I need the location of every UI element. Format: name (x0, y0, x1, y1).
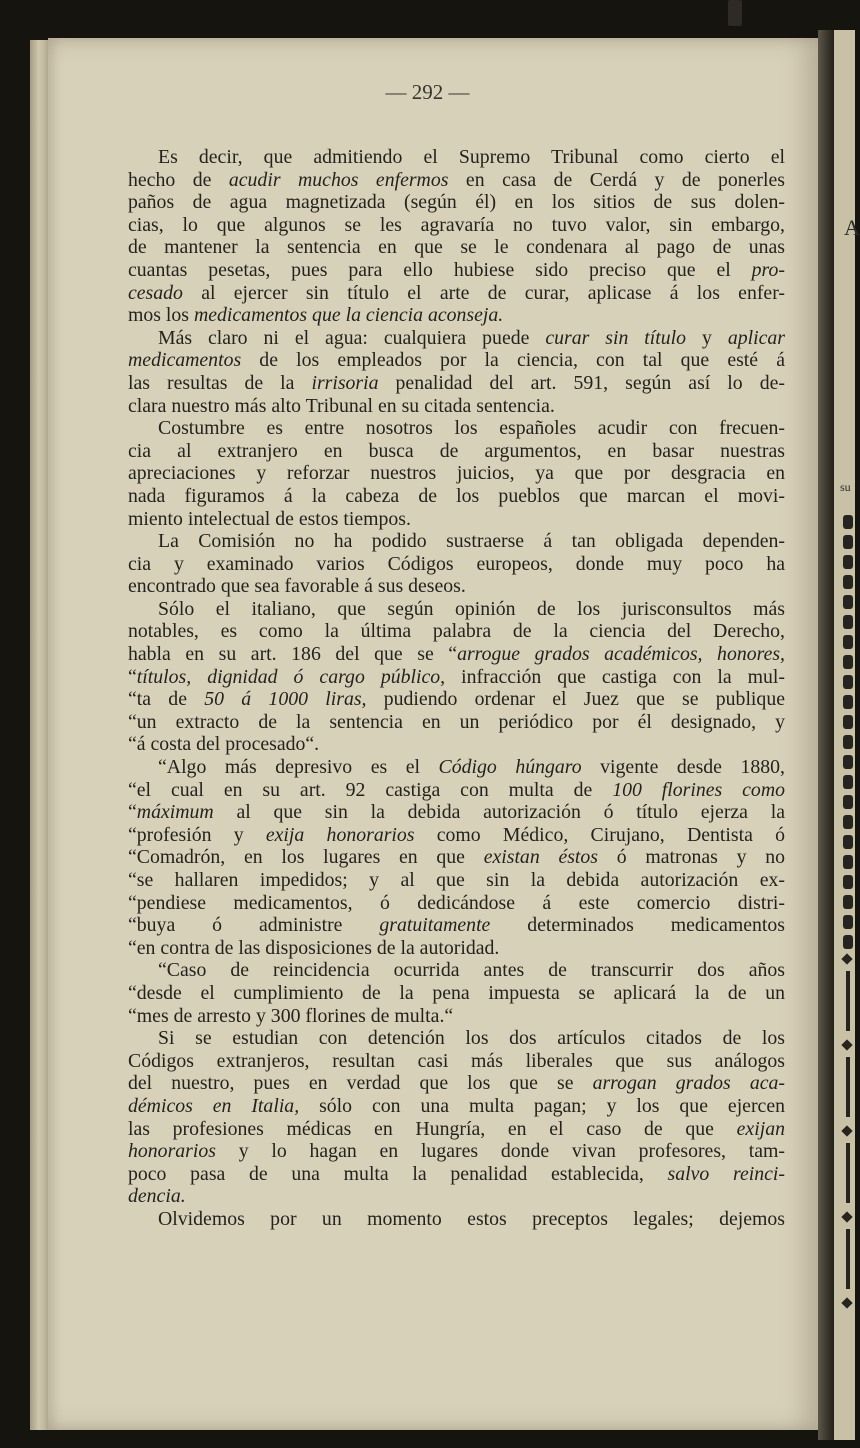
text-line: “máximum al que sin la debida autorización ó título ejerza la (128, 801, 785, 824)
ornament-mark (841, 1125, 852, 1136)
ornament-mark (846, 1057, 850, 1117)
text-line: “mes de arresto y 300 florines de multa.“ (128, 1004, 454, 1027)
ornament-mark (841, 1211, 852, 1222)
ornament-mark (843, 875, 853, 889)
text-line: “pendiese medicamentos, ó dedicándose á este comercio distri- (128, 891, 785, 914)
text-line: “un extracto de la sentencia en un periódico por él designado, y (128, 710, 785, 733)
text-line: miento intelectual de estos tiempos. (128, 507, 411, 530)
text-line: Olvidemos por un momento estos preceptos legales; dejemos (158, 1207, 785, 1230)
ornament-mark (843, 855, 853, 869)
ornament-mark (843, 575, 853, 589)
text-line: “Comadrón, en los lugares en que existan éstos ó matronas y no (128, 846, 785, 869)
text-line: cesado al ejercer sin título el arte de curar, aplicase á los enfer- (128, 281, 785, 304)
ornament-mark (843, 755, 853, 769)
ornament-mark (843, 555, 853, 569)
ornament-mark (846, 971, 850, 1031)
text-line: hecho de acudir muchos enfermos en casa de Cerdá y de ponerles (128, 168, 785, 191)
text-line: de mantener la sentencia en que se le condenara al pago de unas (128, 236, 785, 259)
ornament-mark (843, 895, 853, 909)
text-line: cia al extranjero en busca de argumentos, en basar nuestras (128, 439, 785, 462)
ornament-mark (843, 515, 853, 529)
facing-page-letter: A (844, 215, 860, 240)
text-line: encontrado que sea favorable á sus deseos. (128, 575, 466, 598)
text-line: clara nuestro más alto Tribunal en su citada sentencia. (128, 394, 555, 417)
ornament-mark (841, 1297, 852, 1308)
text-line: Es decir, que admitiendo el Supremo Tribunal como cierto el (158, 146, 785, 168)
text-line: medicamentos de los empleados por la ciencia, con tal que esté á (128, 349, 785, 372)
text-line: “títulos, dignidad ó cargo público, infracción que castiga con la mul- (128, 665, 785, 688)
ornament-mark (843, 715, 853, 729)
text-line: poco pasa de una multa la penalidad establecida, salvo reinci- (128, 1162, 785, 1185)
ornament-mark (843, 835, 853, 849)
ornament-mark (843, 735, 853, 749)
ornament-mark (843, 535, 853, 549)
text-line: habla en su art. 186 del que se “arrogue grados académicos, honores, (128, 643, 786, 666)
text-line: del nuestro, pues en verdad que los que se arrogan grados aca- (128, 1072, 785, 1095)
ornament-mark (843, 795, 853, 809)
ornament-mark (843, 695, 853, 709)
ornament-mark (841, 953, 852, 964)
ornament-mark (843, 815, 853, 829)
ornament-mark (846, 1143, 850, 1203)
text-line: Costumbre es entre nosotros los españoles acudir con frecuen- (158, 417, 785, 440)
text-line: honorarios y lo hagan en lugares donde vivan profesores, tam- (128, 1140, 785, 1163)
facing-page-ornament-border (843, 515, 855, 1335)
text-line: notables, es como la última palabra de la ciencia del Derecho, (128, 620, 785, 643)
binding-mark (728, 0, 742, 26)
page-number: — 292 — (385, 80, 470, 104)
ornament-mark (846, 1229, 850, 1289)
text-line: “se hallaren impedidos; y al que sin la debida autorización ex- (128, 869, 785, 891)
text-line: “buya ó administre gratuitamente determinados medicamentos (128, 914, 785, 937)
ornament-mark (843, 615, 853, 629)
text-line: Si se estudian con detención los dos artículos citados de los (158, 1027, 785, 1050)
ornament-mark (843, 935, 853, 949)
text-line: “desde el cumplimiento de la pena impuesta se aplicará la de un (128, 981, 785, 1004)
text-line: cia y examinado varios Códigos europeos, donde muy poco ha (128, 552, 785, 575)
text-line: Más claro ni el agua: cualquiera puede curar sin título y aplicar (158, 326, 785, 349)
facing-page-fragment: su (840, 480, 851, 494)
text-line: cias, lo que algunos se les agravaría no tuvo valor, sin embargo, (128, 213, 785, 236)
text-line: “profesión y exija honorarios como Médico, Cirujano, Dentista ó (128, 823, 786, 846)
text-line: dencia. (128, 1185, 186, 1208)
text-line: Sólo el italiano, que según opinión de los jurisconsultos más (158, 597, 785, 620)
text-line: “Algo más depresivo es el Código húngaro vigente desde 1880, (158, 756, 785, 779)
text-line: mos los medicamentos que la ciencia aconseja. (128, 304, 504, 327)
body-text (128, 146, 785, 1231)
ornament-mark (841, 1039, 852, 1050)
text-line: “el cual en su art. 92 castiga con multa de 100 florines como (128, 778, 785, 801)
text-line: “en contra de las disposiciones de la autoridad. (128, 936, 500, 959)
ornament-mark (843, 775, 853, 789)
text-line: “Caso de reincidencia ocurrida antes de transcurrir dos años (158, 959, 785, 982)
text-line: nada figuramos á la cabeza de los pueblos que marcan el movi- (128, 484, 785, 507)
text-line: “á costa del procesado“. (128, 733, 320, 756)
text-line: cuantas pesetas, pues para ello hubiese sido preciso que el pro- (128, 258, 785, 281)
ornament-mark (843, 595, 853, 609)
text-line: Códigos extranjeros, resultan casi más liberales que sus análogos (128, 1049, 785, 1072)
ornament-mark (843, 915, 853, 929)
ornament-mark (843, 635, 853, 649)
text-line: “ta de 50 á 1000 liras, pudiendo ordenar el Juez que se publique (128, 688, 785, 711)
text-line: paños de agua magnetizada (según él) en los sitios de sus dolen- (128, 191, 785, 214)
text-line: La Comisión no ha podido sustraerse á tan obligada dependen- (158, 530, 785, 553)
text-line: las resultas de la irrisoria penalidad del art. 591, según así lo de- (128, 371, 785, 394)
text-line: apreciaciones y reforzar nuestros juicios, ya que por desgracia en (128, 462, 785, 485)
ornament-mark (843, 655, 853, 669)
text-line: démicos en Italia, sólo con una multa pagan; y los que ejercen (128, 1094, 786, 1117)
ornament-mark (843, 675, 853, 689)
text-line: las profesiones médicas en Hungría, en el caso de que exijan (128, 1117, 785, 1140)
